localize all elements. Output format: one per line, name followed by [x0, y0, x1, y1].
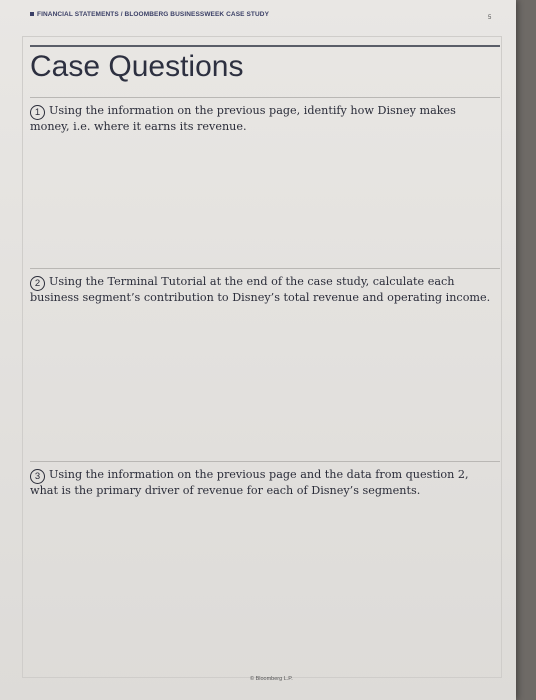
question-2-divider [30, 268, 500, 269]
question-1-number: 1 [30, 105, 45, 120]
question-2-text: Using the Terminal Tutorial at the end of the case study, calculate each business segment’s contribution to Disney’s total revenue and operating income. [30, 275, 491, 304]
question-2 [30, 275, 498, 305]
page-title: Case Questions [30, 50, 244, 83]
question-1-text: Using the information on the previous page, identify how Disney makes money, i.e. where it earns its revenue. [30, 104, 456, 133]
running-header-text: FINANCIAL STATEMENTS / BLOOMBERG BUSINESSWEEK CASE STUDY [37, 11, 270, 18]
question-2-number: 2 [30, 276, 45, 291]
question-3 [30, 468, 498, 498]
running-header [30, 11, 269, 18]
title-divider [30, 45, 500, 47]
header-bullet-icon [30, 12, 34, 16]
question-3-divider [30, 461, 500, 462]
page-number: 5 [488, 15, 492, 21]
question-3-text: Using the information on the previous page and the data from question 2, what is the primary driver of revenue for each of Disney’s segments. [30, 468, 469, 497]
copyright-footer: © Bloomberg L.P. [250, 676, 293, 682]
question-1-divider [30, 97, 500, 98]
question-3-number: 3 [30, 469, 45, 484]
question-1 [30, 104, 498, 134]
